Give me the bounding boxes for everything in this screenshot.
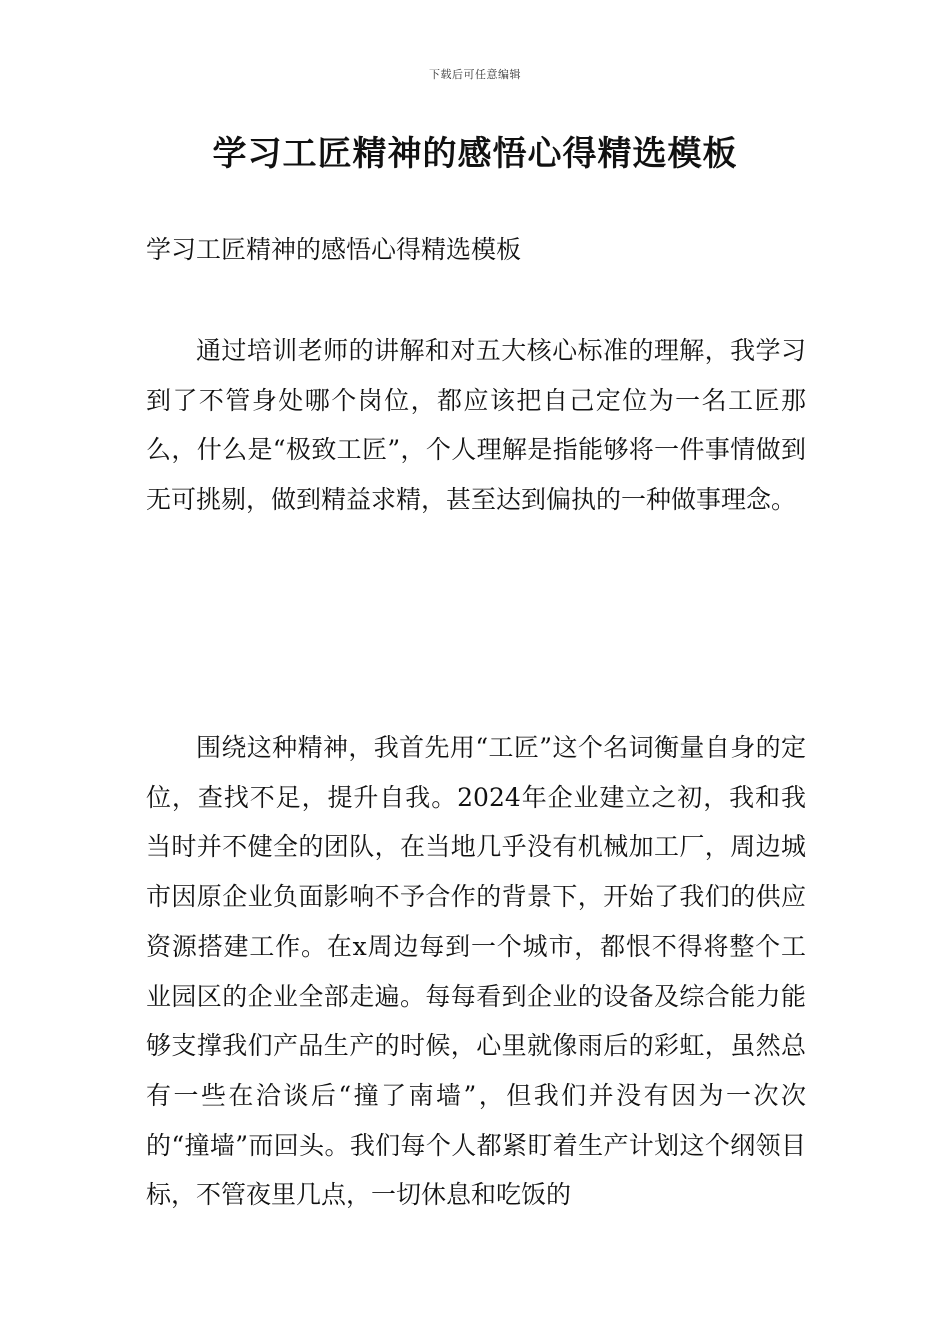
body-paragraph-2: 围绕这种精神，我首先用“工匠”这个名词衡量自身的定位，查找不足，提升自我。2024年企业建立之初，我和我当时并不健全的团队，在当地几乎没有机械加工厂，周边城市因原企业负面影响不予合作的背景下，开始了我们的供应资源搭建工作。在x周边每到一个城市，都恨不得将整个工业园区的企业全部走遍。每每看到企业的设备及综合能力能够支撑我们产品生产的时候，心里就像雨后的彩虹，虽然总有一些在洽谈后“撞了南墙”，但我们并没有因为一次次的“撞墙”而回头。我们每个人都紧盯着生产计划这个纲领目标，不管夜里几点，一切休息和吃饭的 [146,733,806,1210]
body-paragraph-1: 通过培训老师的讲解和对五大核心标准的理解，我学习到了不管身处哪个岗位，都应该把自己定位为一名工匠那么，什么是“极致工匠”，个人理解是指能够将一件事情做到无可挑剔，做到精益求精，甚至达到偏执的一种做事理念。 [146,336,806,515]
page-header-note: 下载后可任意编辑 [429,68,521,81]
document-title: 学习工匠精神的感悟心得精选模板 [212,134,738,174]
document-subtitle: 学习工匠精神的感悟心得精选模板 [146,235,522,264]
